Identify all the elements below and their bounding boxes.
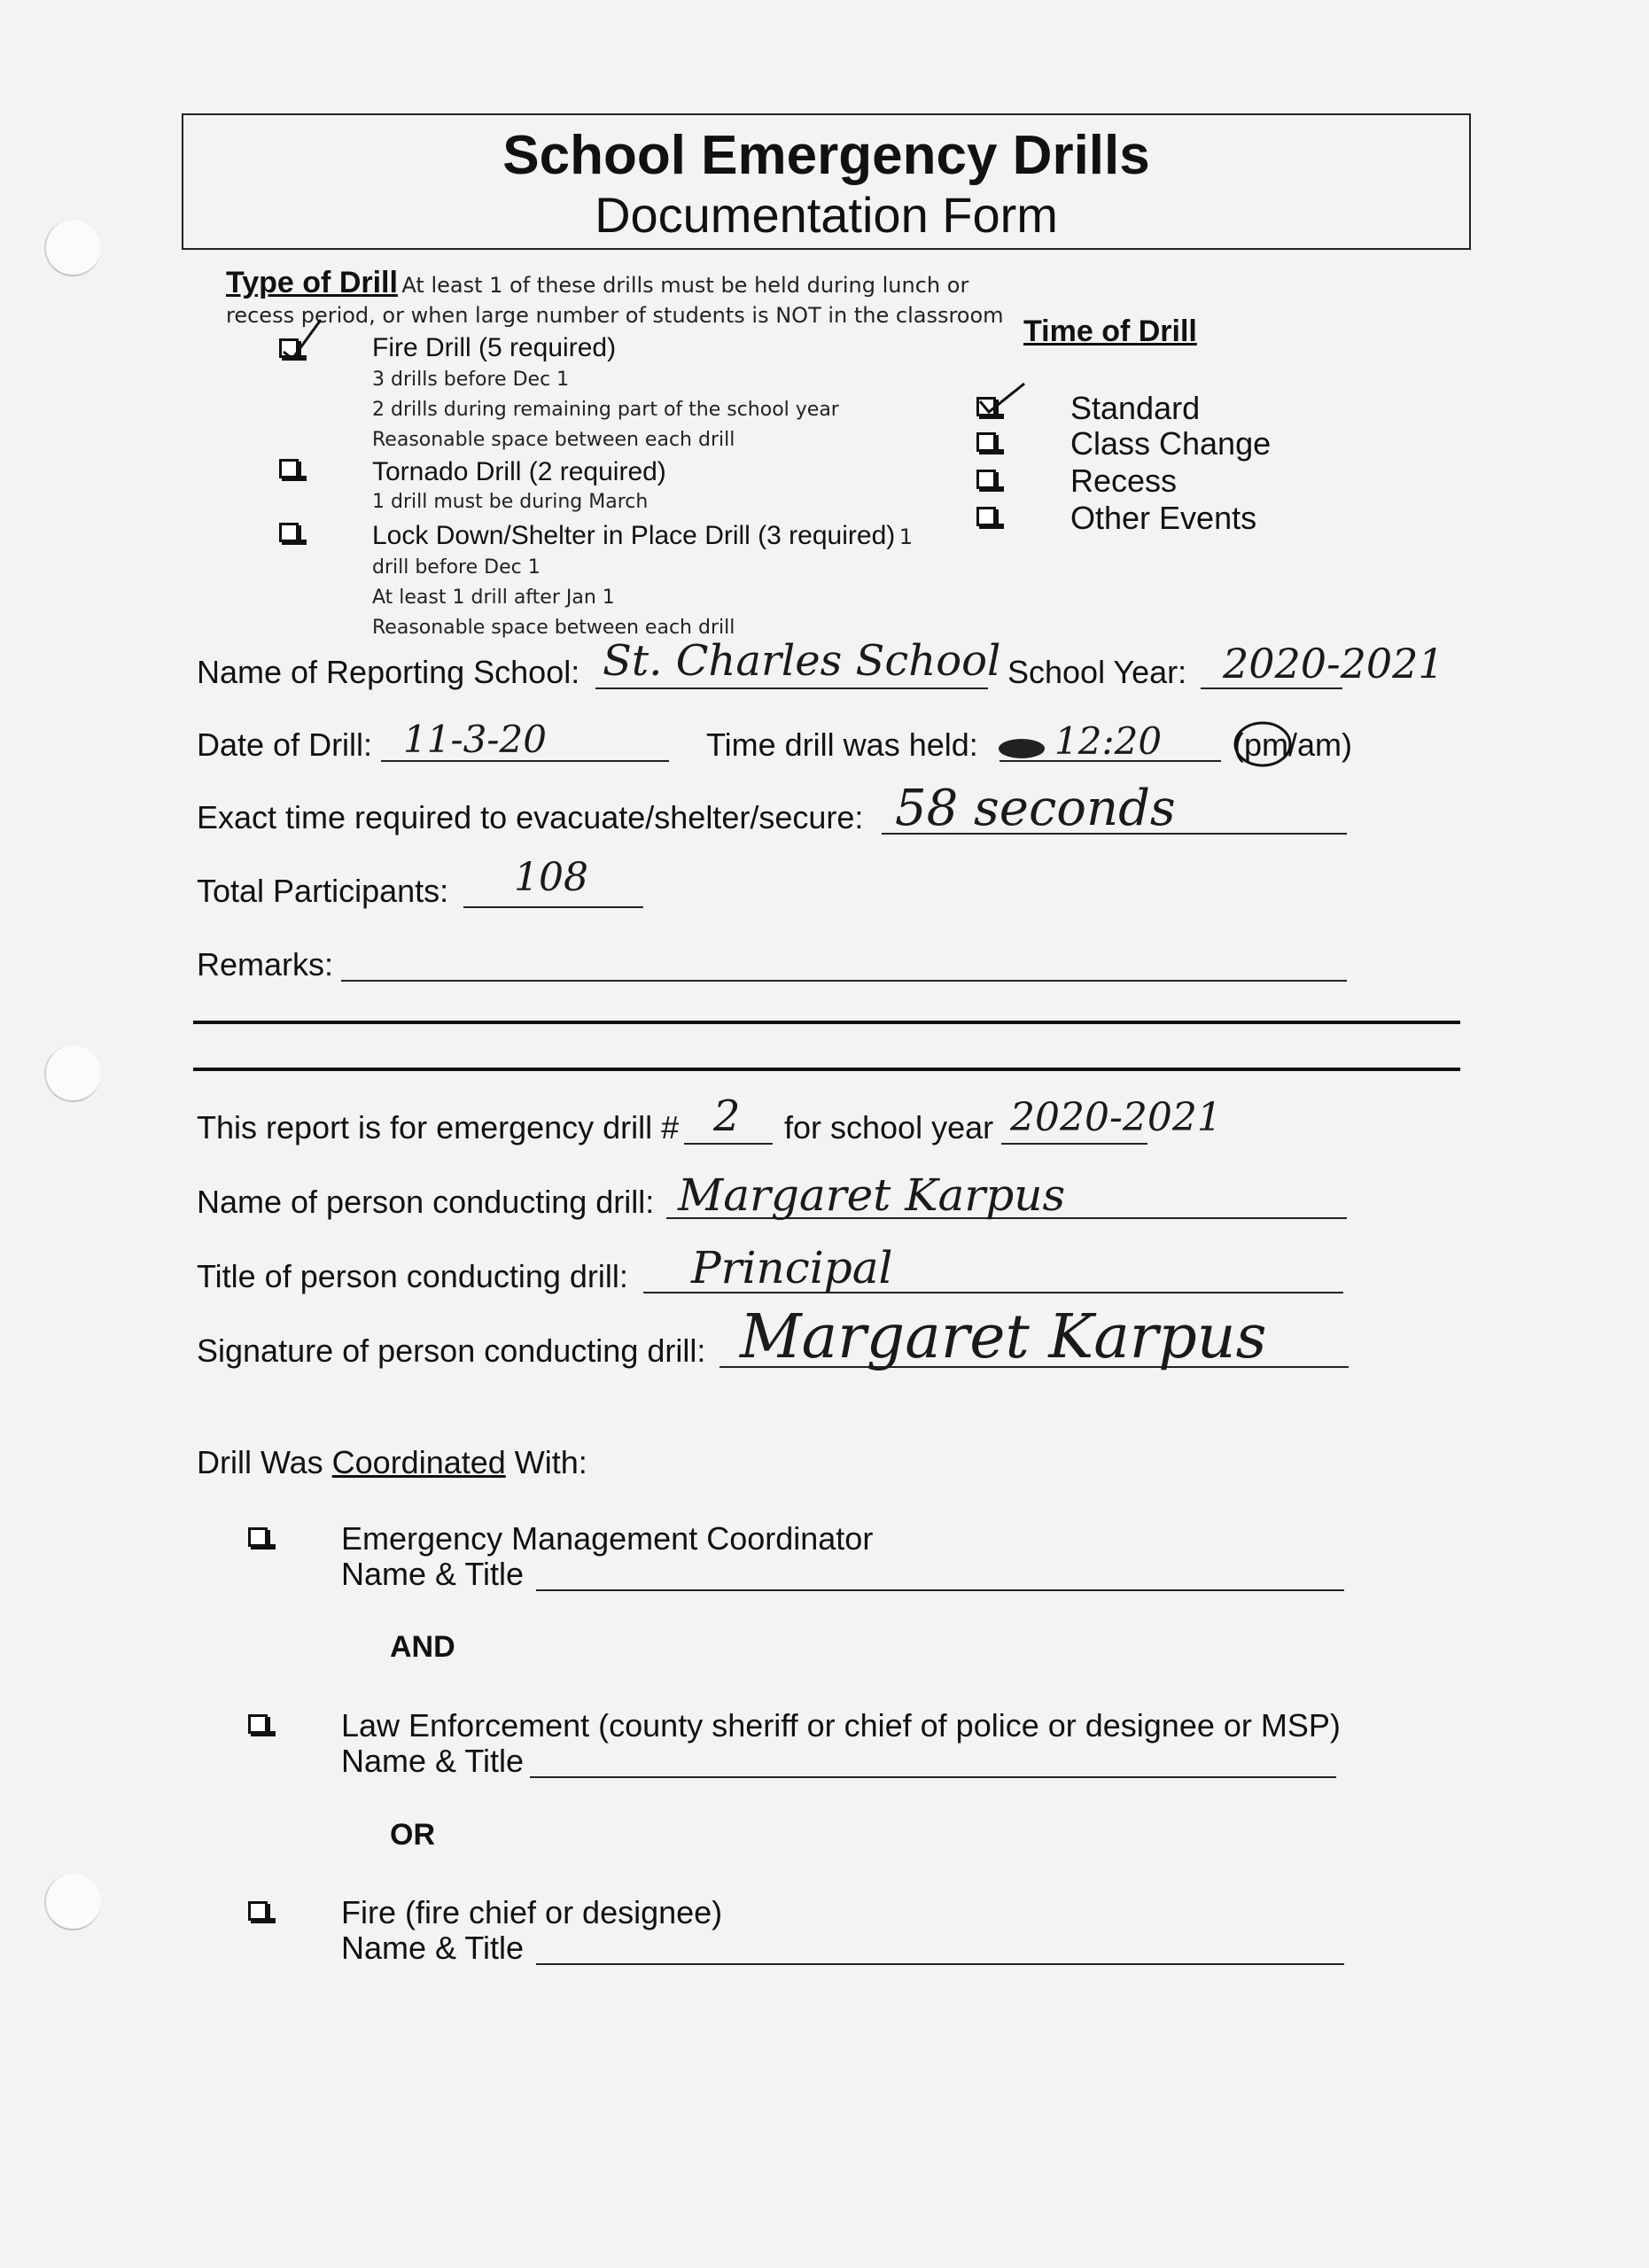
ema-label: Emergency Management Coordinator bbox=[341, 1520, 874, 1557]
ema-name-title-line[interactable] bbox=[536, 1589, 1344, 1591]
other-events-checkbox[interactable] bbox=[976, 507, 996, 526]
punch-hole-bottom bbox=[44, 1874, 101, 1930]
school-year-line bbox=[1201, 687, 1342, 689]
tornado-drill-label: Tornado Drill (2 required) bbox=[372, 457, 666, 486]
report-year-label: for school year bbox=[784, 1109, 994, 1146]
lockdown-drill-checkbox[interactable] bbox=[279, 523, 299, 542]
ema-checkbox[interactable] bbox=[248, 1527, 268, 1547]
signature-value[interactable]: Margaret Karpus bbox=[740, 1302, 1267, 1372]
remarks-label: Remarks: bbox=[197, 946, 334, 983]
fire-drill-notes bbox=[372, 365, 839, 455]
lockdown-drill-label: Lock Down/Shelter in Place Drill (3 required) bbox=[372, 521, 896, 550]
time-option-recess: Recess bbox=[1070, 462, 1178, 499]
lockdown-label-tail: 1 bbox=[898, 524, 913, 549]
ema-name-title-label: Name & Title bbox=[341, 1556, 525, 1592]
conductor-name-label: Name of person conducting drill: bbox=[197, 1184, 655, 1220]
class-change-checkbox[interactable] bbox=[976, 432, 996, 452]
total-participants-value[interactable]: 108 bbox=[514, 855, 588, 900]
coordination-prefix: Drill Was bbox=[197, 1444, 332, 1480]
form-title: School Emergency Drills bbox=[502, 125, 1150, 186]
remarks-line-3[interactable] bbox=[193, 1068, 1460, 1071]
law-name-title-label: Name & Title bbox=[341, 1743, 525, 1779]
fire-drill-label: Fire Drill (5 required) bbox=[372, 333, 617, 362]
participants-line bbox=[463, 906, 643, 908]
school-name-line bbox=[595, 687, 988, 689]
drill-number-line bbox=[684, 1143, 773, 1145]
lockdown-drill-label-row bbox=[372, 521, 913, 551]
fire-chief-label: Fire (fire chief or designee) bbox=[341, 1894, 723, 1930]
coordination-underlined: Coordinated bbox=[331, 1444, 506, 1480]
conductor-name-value[interactable]: Margaret Karpus bbox=[678, 1169, 1066, 1221]
school-year-label: School Year: bbox=[1007, 654, 1187, 690]
time-held-value[interactable]: 12:20 bbox=[1054, 719, 1163, 763]
fire-drill-checkmark-icon bbox=[276, 315, 330, 368]
lockdown-note-1: drill before Dec 1 bbox=[372, 556, 541, 579]
scribble-mark-icon bbox=[997, 735, 1050, 762]
type-of-drill-note-1: At least 1 of these drills must be held during lunch or bbox=[401, 273, 969, 298]
fire-name-title-label: Name & Title bbox=[341, 1930, 525, 1966]
drill-number-label: This report is for emergency drill # bbox=[197, 1109, 680, 1146]
total-participants-label: Total Participants: bbox=[197, 873, 449, 909]
fire-name-title-line[interactable] bbox=[536, 1963, 1344, 1965]
tornado-note-1: 1 drill must be during March bbox=[372, 491, 649, 513]
law-enforcement-checkbox[interactable] bbox=[248, 1714, 268, 1734]
fire-note-1: 3 drills before Dec 1 bbox=[372, 369, 570, 391]
am-pm-label: (pm/am) bbox=[1233, 726, 1352, 763]
lockdown-note-2: At least 1 drill after Jan 1 bbox=[372, 586, 615, 609]
conductor-title-label: Title of person conducting drill: bbox=[197, 1258, 628, 1294]
tornado-drill-checkbox[interactable] bbox=[279, 459, 299, 478]
remarks-line-2[interactable] bbox=[193, 1021, 1460, 1024]
lockdown-drill-notes bbox=[372, 553, 735, 643]
law-enforcement-label: Law Enforcement (county sheriff or chief of police or designee or MSP) bbox=[341, 1707, 1341, 1744]
fire-chief-checkbox[interactable] bbox=[248, 1901, 268, 1921]
time-option-class-change: Class Change bbox=[1070, 425, 1272, 462]
type-of-drill-heading: Type of Drill bbox=[226, 266, 398, 299]
and-text: AND bbox=[390, 1630, 455, 1664]
punch-hole-middle bbox=[44, 1045, 101, 1102]
report-year-line bbox=[1001, 1143, 1147, 1145]
time-option-other-events: Other Events bbox=[1070, 500, 1257, 536]
time-option-standard: Standard bbox=[1070, 390, 1201, 426]
evacuate-time-value[interactable]: 58 seconds bbox=[895, 780, 1176, 837]
punch-hole-top bbox=[44, 220, 101, 276]
remarks-line-1[interactable] bbox=[341, 980, 1347, 982]
signature-label: Signature of person conducting drill: bbox=[197, 1332, 706, 1369]
conductor-title-value[interactable]: Principal bbox=[691, 1242, 893, 1293]
type-of-drill-header bbox=[226, 266, 968, 300]
title-box bbox=[182, 113, 1471, 250]
coordination-suffix: With: bbox=[505, 1444, 587, 1480]
time-held-label: Time drill was held: bbox=[706, 726, 978, 763]
school-name-value[interactable]: St. Charles School bbox=[603, 636, 1001, 686]
recess-checkbox[interactable] bbox=[976, 470, 996, 489]
time-of-drill-heading: Time of Drill bbox=[1023, 315, 1197, 348]
form-subtitle: Documentation Form bbox=[595, 187, 1058, 243]
pm-circle-icon bbox=[1232, 719, 1294, 769]
evacuate-time-label: Exact time required to evacuate/shelter/secure: bbox=[197, 799, 864, 835]
school-year-value[interactable]: 2020-2021 bbox=[1223, 640, 1444, 687]
or-text: OR bbox=[390, 1818, 435, 1852]
coordination-heading bbox=[197, 1444, 587, 1481]
fire-note-3: Reasonable space between each drill bbox=[372, 429, 735, 451]
law-name-title-line[interactable] bbox=[530, 1776, 1336, 1778]
fire-note-2: 2 drills during remaining part of the school year bbox=[372, 399, 839, 421]
school-name-label: Name of Reporting School: bbox=[197, 654, 580, 690]
standard-checkmark-icon bbox=[975, 377, 1028, 421]
type-of-drill-note-2: recess period, or when large number of students is NOT in the classroom bbox=[226, 303, 1004, 328]
date-of-drill-label: Date of Drill: bbox=[197, 726, 373, 763]
date-of-drill-value[interactable]: 11-3-20 bbox=[403, 718, 547, 761]
lockdown-note-3: Reasonable space between each drill bbox=[372, 617, 735, 639]
drill-number-value[interactable]: 2 bbox=[713, 1091, 741, 1141]
report-year-value[interactable]: 2020-2021 bbox=[1010, 1095, 1222, 1140]
